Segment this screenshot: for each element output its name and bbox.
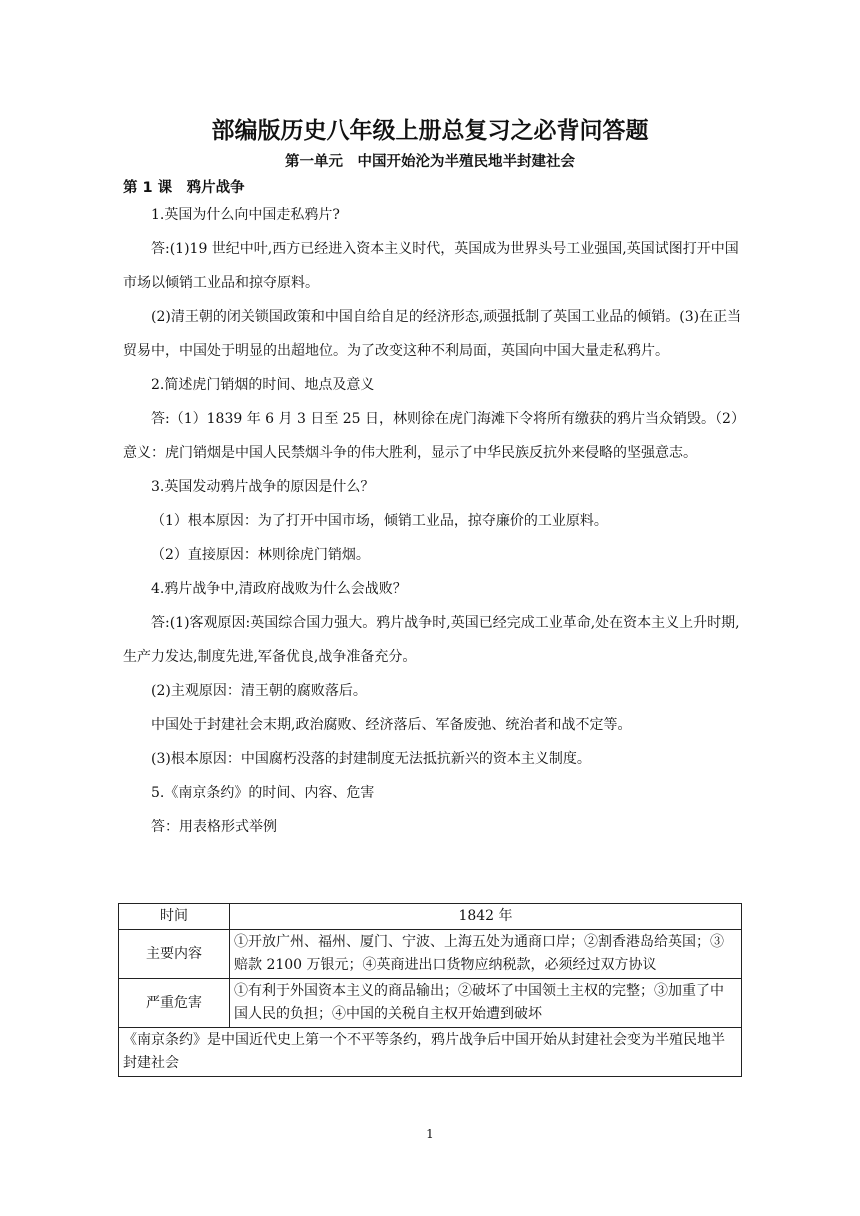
- question-2: 2.简述虎门销烟的时间、地点及意义: [151, 377, 375, 393]
- answer-3-part-2: （2）直接原因：林则徐虎门销烟。: [151, 547, 370, 563]
- content-label: 主要内容: [119, 930, 230, 979]
- table-row: [119, 904, 742, 930]
- document-body: [123, 198, 743, 844]
- answer-1-part-2: (2)清王朝的闭关锁国政策和中国自给自足的经济形态,顽强抵制了英国工业品的倾销。(3)在正当贸易中，中国处于明显的出超地位。为了改变这种不利局面，英国向中国大量走私鸦片。: [123, 309, 742, 359]
- treaty-table: [118, 903, 742, 1077]
- content-value: ①开放广州、福州、厦门、宁波、上海五处为通商口岸；②割香港岛给英国；③赔款 2100 万银元；④英商进出口货物应纳税款，必须经过双方协议: [230, 930, 742, 979]
- answer-4-part-1: 答:(1)客观原因:英国综合国力强大。鸦片战争时,英国已经完成工业革命,处在资本主义上升时期,生产力发达,制度先进,军备优良,战争准备充分。: [123, 615, 740, 665]
- lesson-heading: 第 1 课 鸦片战争: [123, 180, 245, 196]
- answer-3-part-1: （1）根本原因：为了打开中国市场，倾销工业品，掠夺廉价的工业原料。: [151, 513, 608, 529]
- answer-5-intro: 答：用表格形式举例: [151, 819, 277, 835]
- harm-label: 严重危害: [119, 979, 230, 1028]
- answer-1-part-1: 答:(1)19 世纪中叶,西方已经进入资本主义时代，英国成为世界头号工业强国,英国试图打开中国市场以倾销工业品和掠夺原料。: [123, 241, 739, 291]
- page-number: 1: [426, 1127, 434, 1141]
- time-value: 1842 年: [230, 904, 742, 930]
- question-3: 3.英国发动鸦片战争的原因是什么？: [151, 479, 375, 495]
- harm-value: ①有利于外国资本主义的商品输出；②破坏了中国领土主权的完整；③加重了中国人民的负担；④中国的关税自主权开始遭到破坏: [230, 979, 742, 1028]
- summary-cell: 《南京条约》是中国近代史上第一个不平等条约，鸦片战争后中国开始从封建社会变为半殖民地半封建社会: [119, 1028, 742, 1077]
- answer-4-detail: 中国处于封建社会末期,政治腐败、经济落后、军备废弛、统治者和战不定等。: [151, 717, 632, 733]
- answer-4-part-3: (3)根本原因：中国腐朽没落的封建制度无法抵抗新兴的资本主义制度。: [151, 751, 591, 767]
- table-row: [119, 1028, 742, 1077]
- question-5: 5.《南京条约》的时间、内容、危害: [151, 785, 375, 801]
- table-row: [119, 930, 742, 979]
- document-title: 部编版历史八年级上册总复习之必背问答题: [211, 118, 649, 144]
- answer-2: 答:（1）1839 年 6 月 3 日至 25 日，林则徐在虎门海滩下令将所有缴获的鸦片当众销毁。（2）意义：虎门销烟是中国人民禁烟斗争的伟大胜利，显示了中华民族反抗外来侵略的坚强意志。: [123, 411, 738, 461]
- answer-4-part-2: (2)主观原因：清王朝的腐败落后。: [151, 683, 367, 699]
- question-4: 4.鸦片战争中,清政府战败为什么会战败？: [151, 581, 407, 597]
- question-1: 1.英国为什么向中国走私鸦片?: [151, 207, 340, 223]
- unit-heading: 第一单元 中国开始沦为半殖民地半封建社会: [285, 154, 575, 170]
- time-label: 时间: [119, 904, 230, 930]
- table-row: [119, 979, 742, 1028]
